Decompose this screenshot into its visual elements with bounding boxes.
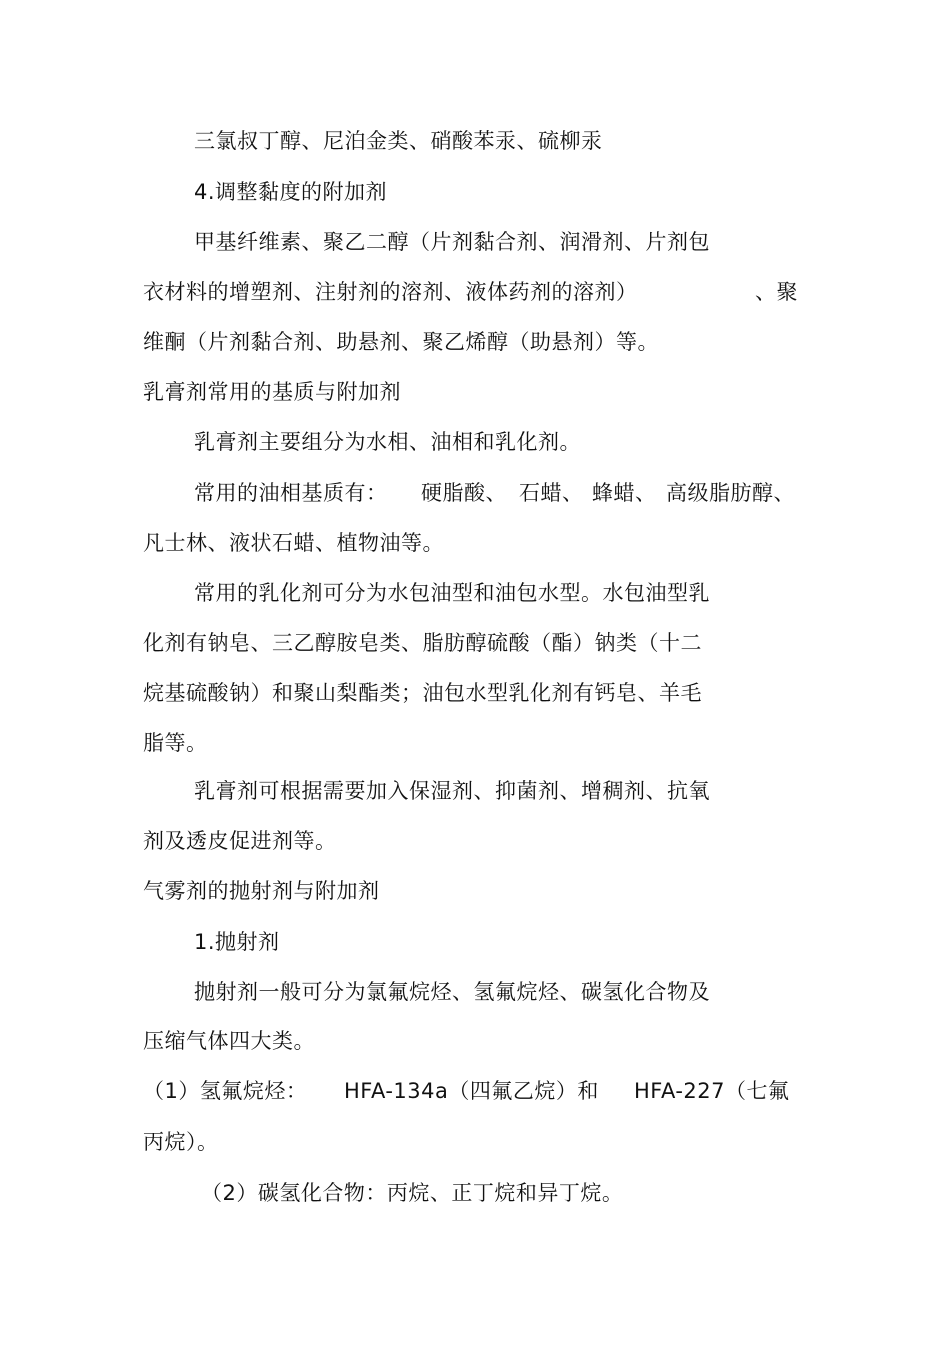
text-line: （2）碳氢化合物：丙烷、正丁烷和异丁烷。 <box>201 1181 624 1205</box>
text-line: 硬脂酸、 <box>421 481 507 505</box>
text-line: 压缩气体四大类。 <box>143 1029 315 1053</box>
text-line: 乳膏剂主要组分为水相、油相和乳化剂。 <box>194 430 581 454</box>
text-line: HFA-227（七氟 <box>634 1079 790 1103</box>
section-heading: 1.抛射剂 <box>194 930 280 954</box>
text-line: 高级脂肪醇、 <box>666 481 795 505</box>
text-line: 常用的乳化剂可分为水包油型和油包水型。水包油型乳 <box>194 581 710 605</box>
text-line: 抛射剂一般可分为氯氟烷烃、氢氟烷烃、碳氢化合物及 <box>194 980 710 1004</box>
text-line: 化剂有钠皂、三乙醇胺皂类、脂肪醇硫酸（酯）钠类（十二 <box>143 631 702 655</box>
text-line: 乳膏剂可根据需要加入保湿剂、抑菌剂、增稠剂、抗氧 <box>194 779 710 803</box>
section-heading: 乳膏剂常用的基质与附加剂 <box>143 380 401 404</box>
text-line: 凡士林、液状石蜡、植物油等。 <box>143 531 444 555</box>
text-line: 衣材料的增塑剂、注射剂的溶剂、液体药剂的溶剂） <box>143 280 638 304</box>
section-heading: 4.调整黏度的附加剂 <box>194 180 388 204</box>
text-line: 甲基纤维素、聚乙二醇（片剂黏合剂、润滑剂、片剂包 <box>194 230 710 254</box>
text-line: 烷基硫酸钠）和聚山梨酯类；油包水型乳化剂有钙皂、羊毛 <box>143 681 702 705</box>
section-heading: 气雾剂的抛射剂与附加剂 <box>143 879 380 903</box>
text-line: 石蜡、 <box>519 481 584 505</box>
text-line: 剂及透皮促进剂等。 <box>143 829 337 853</box>
text-line: 、聚 <box>755 280 798 304</box>
text-line: 蜂蜡、 <box>592 481 657 505</box>
text-line: 丙烷）。 <box>143 1130 219 1154</box>
text-line: 脂等。 <box>143 731 208 755</box>
text-line: HFA-134a（四氟乙烷）和 <box>344 1079 599 1103</box>
text-line: 常用的油相基质有： <box>194 481 388 505</box>
text-line: 三氯叔丁醇、尼泊金类、硝酸苯汞、硫柳汞 <box>194 129 603 153</box>
text-line: 维酮（片剂黏合剂、助悬剂、聚乙烯醇（助悬剂）等。 <box>143 330 659 354</box>
text-line: （1）氢氟烷烃： <box>143 1079 308 1103</box>
